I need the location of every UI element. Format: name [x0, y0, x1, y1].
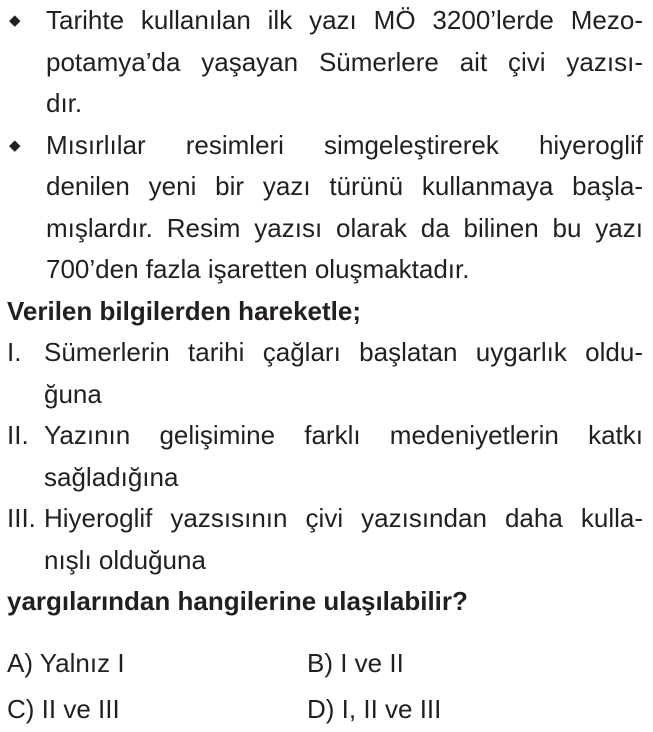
choice-label: A): [7, 647, 33, 678]
statement-item: [7, 415, 643, 498]
bullet-line: potamya’da yaşayan Sümerlere ait çivi yazısı-: [46, 46, 643, 77]
question-prompt: yargılarından hangilerine ulaşılabilir?: [7, 586, 468, 616]
choice-text: II ve III: [41, 693, 120, 724]
choice-text: I ve II: [340, 647, 404, 678]
statement-line: Hiyeroglif yazsısının çivi yazısından daha kulla-: [44, 503, 643, 533]
statement-line: sağladığına: [44, 461, 179, 492]
statement-line: ğuna: [44, 378, 102, 409]
bullet-item: [7, 125, 643, 291]
choice-label: B): [307, 647, 333, 678]
bullet-item: [7, 0, 643, 125]
diamond-bullet-icon: ◆: [9, 136, 21, 154]
answer-choices: [7, 640, 643, 732]
statement-item: [7, 332, 643, 415]
bullet-line: Mısırlılar resimleri simgeleştirerek hiyeroglif: [46, 129, 643, 160]
choice-label: D): [307, 693, 335, 724]
bullet-line: denilen yeni bir yazı türünü kullanmaya başla-: [46, 171, 643, 201]
choice-text: Yalnız I: [39, 647, 125, 678]
choice-d[interactable]: [307, 686, 607, 732]
diamond-bullet-icon: ◆: [9, 12, 21, 29]
bullet-line: dır.: [46, 88, 83, 118]
choice-c[interactable]: [7, 686, 307, 732]
statement-line: nışlı olduğuna: [44, 544, 206, 575]
lead-in-heading: Verilen bilgilerden hareketle;: [7, 295, 362, 326]
statement-numeral: III.: [7, 503, 36, 533]
statement-line: Yazının gelişimine farklı medeniyetlerin katkı: [44, 420, 643, 450]
statement-item: [7, 498, 643, 581]
choice-b[interactable]: [307, 640, 607, 686]
bullet-line: mışlardır. Resim yazısı olarak da bilinen bu yazı: [46, 212, 643, 243]
choice-text: I, II ve III: [341, 693, 442, 724]
statement-numeral: II.: [7, 420, 29, 450]
choice-label: C): [7, 693, 35, 724]
choice-a[interactable]: [7, 640, 307, 686]
statement-numeral: I.: [7, 337, 22, 367]
bullet-line: 700’den fazla işaretten oluşmaktadır.: [46, 254, 470, 284]
bullet-line: Tarihte kullanılan ilk yazı MÖ 3200’lerde Mezo-: [46, 5, 643, 35]
question-card: [7, 0, 643, 732]
statement-line: Sümerlerin tarihi çağları başlatan uygarlık oldu-: [44, 337, 643, 367]
